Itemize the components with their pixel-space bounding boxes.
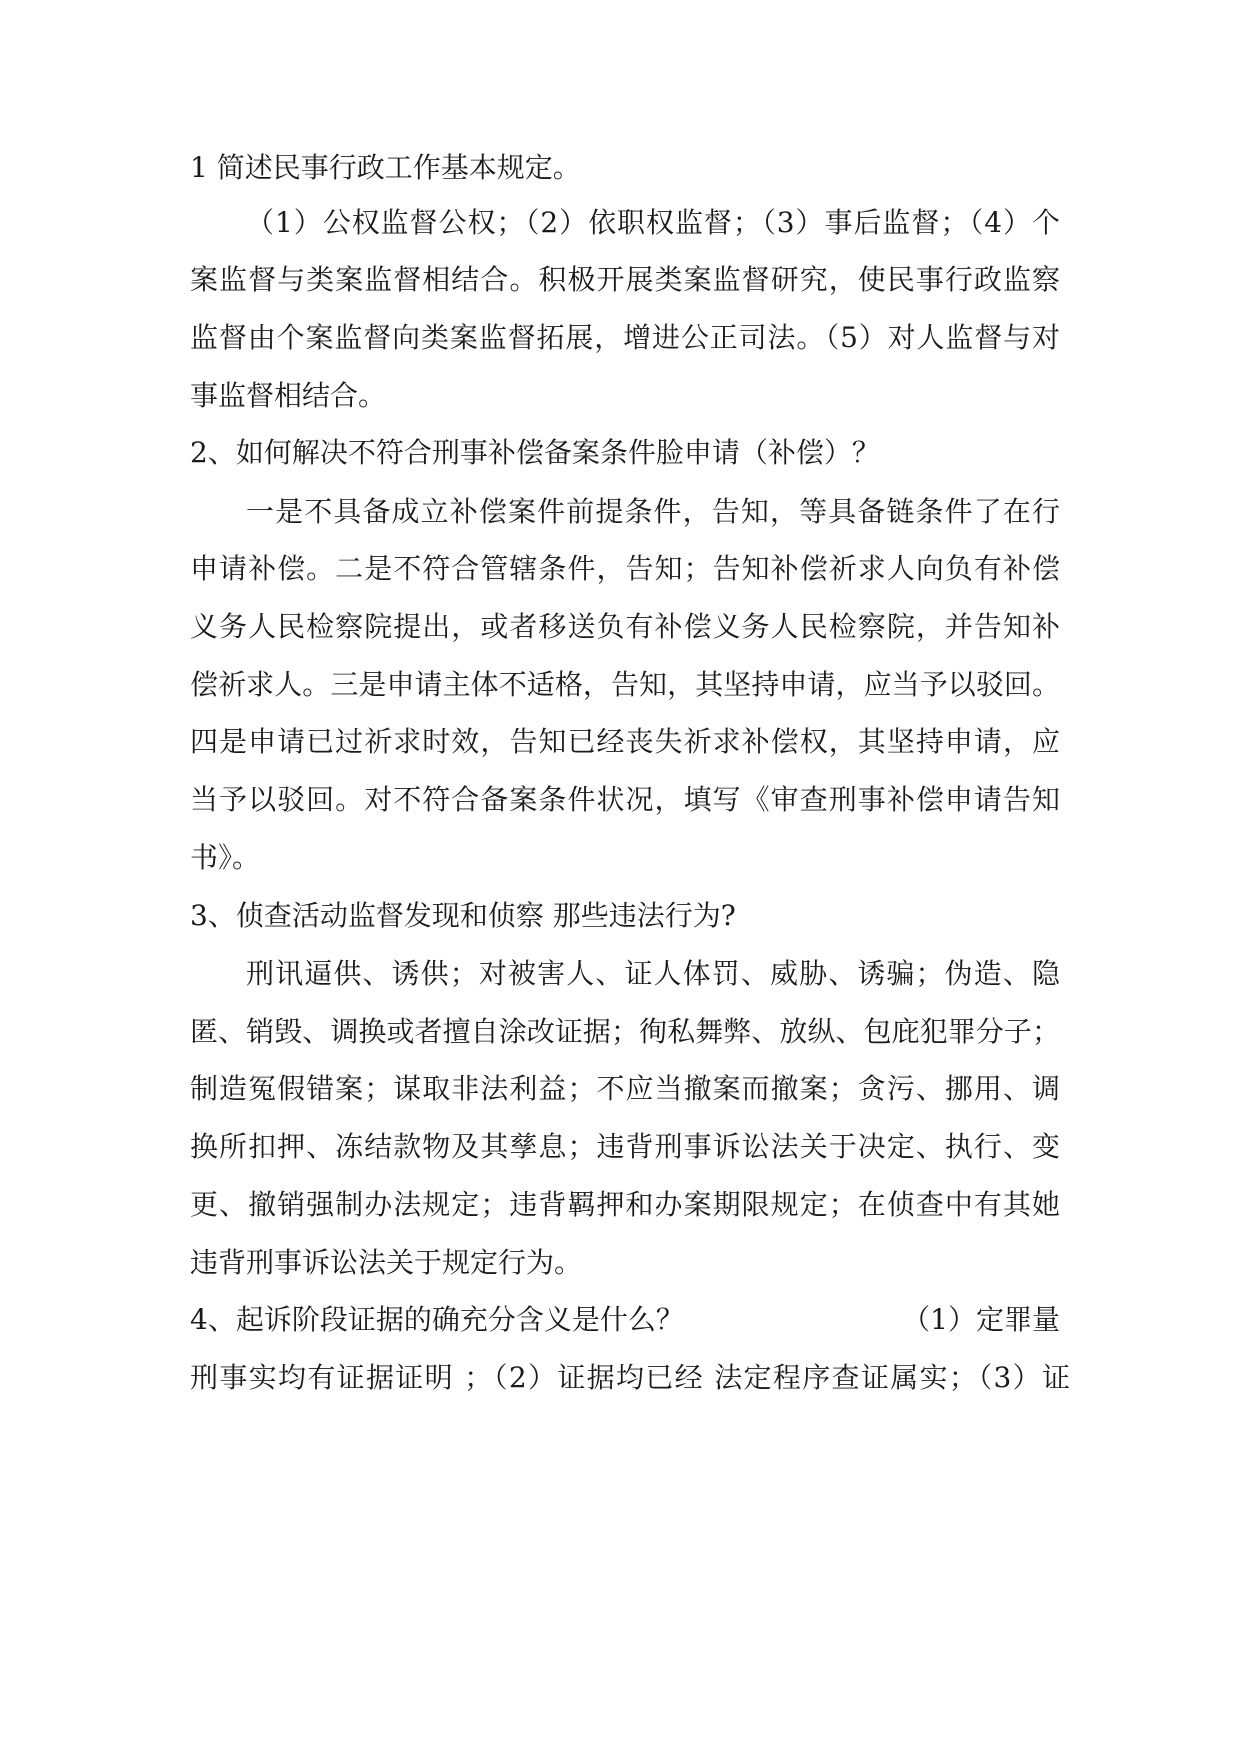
heading-q4-row [190, 1300, 1060, 1340]
paragraph-line: 刑事实均有证据证明 ；（2）证据均已经 法定程序查证属实；（3）证 [190, 1361, 1070, 1394]
paragraph-line: 当予以驳回。对不符合备案条件状况，填写《审查刑事补偿申请告知 [190, 783, 1060, 816]
paragraph-line: 监督由个案监督向类案监督拓展，增进公正司法。（5）对人监督与对 [190, 321, 1060, 354]
paragraph-line: 制造冤假错案；谋取非法利益；不应当撤案而撤案；贪污、挪用、调 [190, 1072, 1060, 1105]
paragraph-line: 偿祈求人。三是申请主体不适格，告知，其坚持申请，应当予以驳回。 [190, 668, 1060, 701]
paragraph-line: 换所扣押、冻结款物及其孳息；违背刑事诉讼法关于决定、执行、变 [190, 1130, 1060, 1163]
paragraph-line: 四是申请已过祈求时效，告知已经丧失祈求补偿权，其坚持申请，应 [190, 725, 1060, 758]
paragraph-line: 申请补偿。二是不符合管辖条件，告知；告知补偿祈求人向负有补偿 [190, 552, 1060, 585]
paragraph-line: 违背刑事诉讼法关于规定行为。 [190, 1246, 583, 1279]
paragraph-line: 书》。 [190, 841, 261, 874]
paragraph-line: 案监督与类案监督相结合。积极开展类案监督研究，使民事行政监察 [190, 263, 1060, 296]
paragraph-line: 一是不具备成立补偿案件前提条件，告知，等具备链条件了在行 [246, 495, 1060, 528]
heading-q2: 2、如何解决不符合刑事补偿备案条件脸申请（补偿）？ [190, 436, 880, 469]
paragraph-line: 更、撤销强制办法规定；违背羁押和办案期限规定；在侦查中有其她 [190, 1188, 1060, 1221]
answer-start: （1）定罪量 [902, 1303, 1060, 1336]
paragraph-line: （1）公权监督公权；（2）依职权监督；（3）事后监督；（4）个 [246, 206, 1060, 239]
paragraph-line: 义务人民检察院提出，或者移送负有补偿义务人民检察院，并告知补 [190, 610, 1060, 643]
heading-q4: 4、起诉阶段证据的确充分含义是什么？ [190, 1303, 684, 1336]
paragraph-line: 匿、销毁、调换或者擅自涂改证据；徇私舞弊、放纵、包庇犯罪分子； [190, 1015, 1060, 1048]
paragraph-line: 事监督相结合。 [190, 379, 387, 412]
paragraph-line: 刑讯逼供、诱供；对被害人、证人体罚、威胁、诱骗；伪造、隐 [246, 957, 1060, 990]
heading-q1: 1 简述民事行政工作基本规定。 [190, 151, 581, 184]
heading-q3: 3、侦查活动监督发现和侦察 那些违法行为? [190, 899, 736, 932]
